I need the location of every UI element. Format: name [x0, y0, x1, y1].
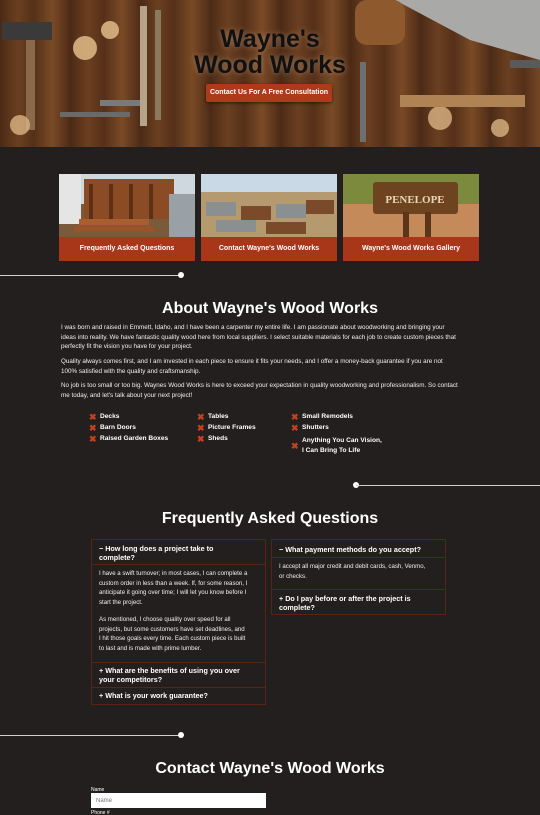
faq-answer-line: or checks.: [279, 572, 307, 580]
faq-question-text: What is your work guarantee?: [105, 691, 208, 700]
faq-answer-line: I have a swift turnover; in most cases, I can complete a: [99, 570, 248, 577]
faq-question-collapsed[interactable]: [92, 666, 248, 684]
faq-question-text: What payment methods do you accept?: [285, 545, 421, 554]
service-text-line: Anything You Can Vision,: [302, 437, 382, 444]
deck-photo: [59, 174, 195, 237]
tools-cross-icon: ✖: [291, 440, 299, 451]
section-divider-dot: [178, 272, 184, 278]
service-item: ✖ Decks: [89, 412, 120, 422]
about-p1-line: ideas into reality. We have fantastic quality wood here from local suppliers. I select suitable materials for each job to create custom pieces that: [61, 333, 456, 341]
faq-answer: [279, 562, 425, 581]
wood-sign-photo: [343, 174, 479, 237]
tools-cross-icon: ✖: [291, 412, 299, 422]
tools-cross-icon: ✖: [291, 423, 299, 433]
faq-answer-line: I accept all major credit and debit cards, cash, Venmo,: [279, 563, 426, 570]
faq-answer-line: I hit those goals every time. Each custom piece is built: [99, 635, 246, 643]
service-item: ✖ Raised Garden Boxes: [89, 434, 169, 444]
faq-question-collapsed[interactable]: [92, 691, 216, 700]
service-item: ✖ Small Remodels: [291, 412, 353, 422]
gallery-card[interactable]: [343, 174, 479, 261]
faq-question-collapsed[interactable]: [272, 594, 419, 612]
section-divider-line: [0, 735, 180, 736]
faq-answer-line: custom order in less than a week. If, for some reason, I: [99, 579, 248, 587]
faq-answer-line: start the project.: [99, 598, 143, 606]
about-paragraph-2: [61, 357, 481, 376]
contact-title: Contact Wayne's Wood Works: [155, 760, 385, 777]
tools-cross-icon: ✖: [89, 434, 97, 444]
name-input[interactable]: [91, 793, 266, 808]
sign-text: PENELOPE: [385, 194, 445, 206]
faq-separator: [92, 662, 265, 663]
tools-cross-icon: ✖: [197, 423, 205, 433]
faq-answer-line: projects, but some customers have set deadlines, and: [99, 625, 245, 633]
plus-icon: +: [99, 666, 104, 675]
service-text-line: I Can Bring To Life: [302, 446, 361, 454]
faq-card-label: Frequently Asked Questions: [59, 237, 195, 261]
faq-answer-line: anticipate it going over time; I will let you know before I: [99, 589, 247, 597]
about-p3-line: No job is too small or too big. Waynes Wood Works is here to exceed your expectation in quality woodworking and professionalism. So contact: [61, 382, 458, 389]
service-item: ✖ Shutters: [291, 423, 329, 433]
service-item: ✖ Barn Doors: [89, 423, 136, 433]
faq-separator: [272, 589, 445, 590]
faq-title: Frequently Asked Questions: [161, 510, 379, 527]
about-paragraph-1: [61, 323, 481, 352]
hero-banner: [0, 0, 540, 147]
faq-question-open[interactable]: [92, 544, 221, 562]
minus-icon: −: [99, 544, 104, 553]
name-label: Name: [91, 787, 105, 793]
faq-column-right: [271, 539, 446, 615]
tools-cross-icon: ✖: [89, 423, 97, 433]
gallery-card-label: Wayne's Wood Works Gallery: [343, 237, 479, 261]
section-divider-dot: [178, 732, 184, 738]
faq-question-text: Do I pay before or after the project is: [285, 594, 411, 603]
tools-cross-icon: ✖: [89, 412, 97, 422]
about-p2-line: Quality always comes first, and I am invested in each piece to ensure it fits your needs, and I offer a money-back guarantee if you are not: [61, 358, 443, 365]
faq-card[interactable]: [59, 174, 195, 261]
phone-label: Phone #: [91, 810, 110, 815]
service-item: ✖ Tables: [197, 412, 229, 422]
tools-cross-icon: ✖: [197, 434, 205, 444]
contact-card[interactable]: [201, 174, 337, 261]
service-item: [291, 436, 382, 455]
hero-title-line-2: Wood Works: [194, 51, 346, 79]
about-p1-line: I was born and raised in Emmett, Idaho, and I have been a carpenter my entire life. I am passionate about woodworking and bringing your: [61, 324, 445, 331]
hero-title: [0, 26, 540, 78]
contact-card-label: Contact Wayne's Wood Works: [201, 237, 337, 261]
about-paragraph-3: [61, 381, 481, 400]
faq-answer-line: As mentioned, I choose quality over speed for all: [99, 616, 231, 623]
plus-icon: +: [279, 594, 284, 603]
service-item: ✖ Sheds: [197, 434, 228, 444]
faq-question-open[interactable]: [272, 545, 429, 554]
faq-question-text: How long does a project take to: [105, 544, 214, 553]
faq-separator: [92, 687, 265, 688]
faq-answer-line: to last and is made with prime lumber.: [99, 644, 202, 652]
about-p3-line: me today, and let's talk about your next project!: [61, 391, 193, 399]
faq-answer: [99, 615, 245, 653]
plus-icon: +: [99, 691, 104, 700]
about-title: About Wayne's Wood Works: [162, 300, 378, 317]
section-divider-line: [0, 275, 180, 276]
faq-answer: [99, 569, 247, 607]
service-item: ✖ Picture Frames: [197, 423, 256, 433]
free-consultation-button[interactable]: Contact Us For A Free Consultation: [206, 84, 332, 102]
garden-boxes-photo: [201, 174, 337, 237]
faq-question-text: your competitors?: [99, 675, 163, 684]
faq-column-left: [91, 539, 266, 705]
about-p2-line: 100% satisfied with the quality and craftsmanship.: [61, 367, 201, 375]
faq-question-text: What are the benefits of using you over: [105, 666, 240, 675]
hero-title-line-1: Wayne's: [220, 25, 320, 53]
minus-icon: −: [279, 545, 284, 554]
faq-question-text: complete?: [99, 553, 135, 562]
faq-separator: [92, 564, 265, 565]
faq-question-text: complete?: [279, 603, 315, 612]
section-divider-line: [356, 485, 540, 486]
faq-separator: [272, 557, 445, 558]
about-p1-line: perfectly fit the vision you have for your project.: [61, 343, 193, 351]
tools-cross-icon: ✖: [197, 412, 205, 422]
